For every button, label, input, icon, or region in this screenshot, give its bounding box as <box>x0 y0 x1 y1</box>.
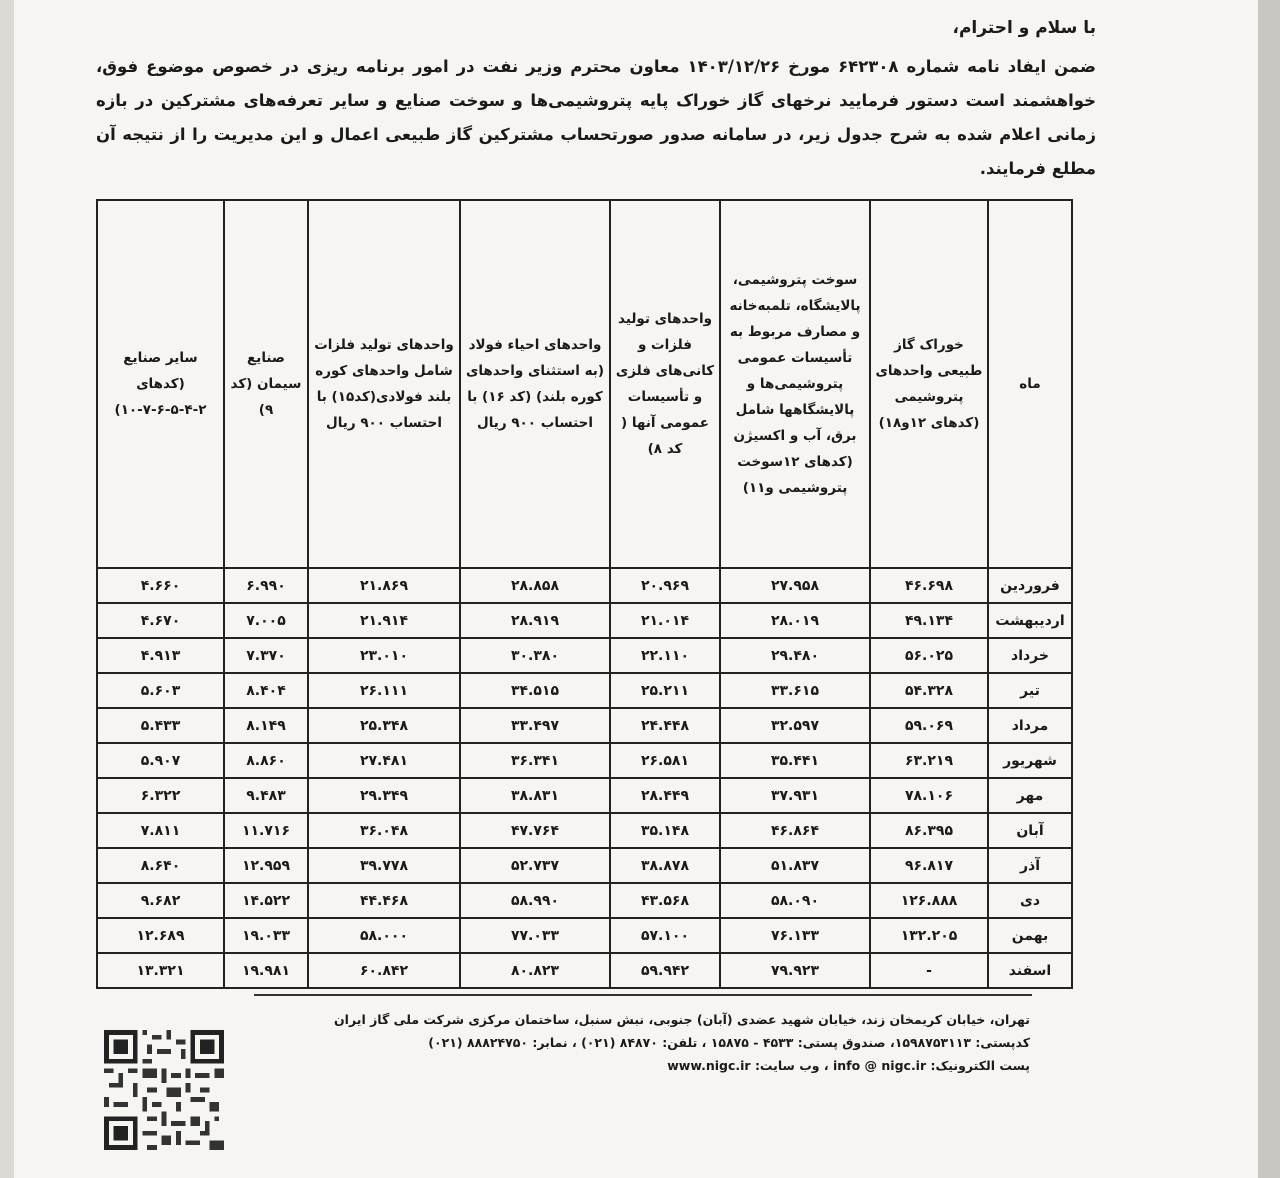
value-cell: ۳۵.۱۴۸ <box>610 813 720 848</box>
value-cell: ۲۳.۰۱۰ <box>308 638 460 673</box>
page-edge <box>1258 0 1280 1178</box>
table-row <box>97 673 1072 708</box>
footer-contact-line: پست الکترونیک: info @ nigc.ir ، وب سایت: www.nigc.ir <box>230 1054 1030 1077</box>
value-cell: ۴.۶۶۰ <box>97 568 224 603</box>
value-cell: ۵۸.۰۰۰ <box>308 918 460 953</box>
gas-tariff-table <box>96 199 1073 989</box>
value-cell: ۴۶.۶۹۸ <box>870 568 988 603</box>
month-cell: مهر <box>988 778 1072 813</box>
qr-code-icon <box>104 1030 224 1150</box>
value-cell: ۷۶.۱۳۳ <box>720 918 870 953</box>
header-petrochem-feed: خوراک گاز طبیعی واحدهای پتروشیمی (کدهای ۱۲و۱۸) <box>870 200 988 568</box>
value-cell: ۵۷.۱۰۰ <box>610 918 720 953</box>
value-cell: ۳۷.۹۳۱ <box>720 778 870 813</box>
value-cell: ۳۴.۵۱۵ <box>460 673 610 708</box>
header-petrochem-fuel: سوخت پتروشیمی، پالایشگاه، تلمبه‌خانه و مصارف مربوط به تأسیسات عمومی پتروشیمی‌ها و پالایشگاهها شامل برق، آب و اکسیژن (کدهای ۱۲سوخت پتروشیمی و۱۱) <box>720 200 870 568</box>
value-cell: ۴۴.۴۶۸ <box>308 883 460 918</box>
value-cell: ۱۲.۶۸۹ <box>97 918 224 953</box>
value-cell: ۱۳۲.۲۰۵ <box>870 918 988 953</box>
value-cell: ۴۳.۵۶۸ <box>610 883 720 918</box>
email-link[interactable]: info @ nigc.ir <box>832 1058 927 1073</box>
value-cell: ۱۳.۳۲۱ <box>97 953 224 988</box>
letter-paragraph: ضمن ایفاد نامه شماره ۶۴۲۳۰۸ مورخ ۱۴۰۳/۱۲/۲۶ معاون محترم وزیر نفت در امور برنامه ریزی در خصوص موضوع فوق، خواهشمند است دستور فرمایید نرخهای گاز خوراک پایه پتروشیمی‌ها و سوخت صنایع و سایر تعرفه‌های مشترکین در بازه زمانی اعلام شده به شرح جدول زیر، در سامانه صدور صورتحساب مشترکین گاز طبیعی اعمال و این مدیریت را از نتیجه آن مطلع فرمایند. <box>96 57 1096 178</box>
value-cell: ۲۶.۱۱۱ <box>308 673 460 708</box>
value-cell: ۸.۴۰۴ <box>224 673 308 708</box>
value-cell: ۱۱.۷۱۶ <box>224 813 308 848</box>
value-cell: ۲۹.۳۴۹ <box>308 778 460 813</box>
value-cell: ۵.۹۰۷ <box>97 743 224 778</box>
letterhead-footer <box>230 1008 1030 1077</box>
value-cell: ۳۵.۴۴۱ <box>720 743 870 778</box>
header-other-industries: سایر صنایع (کدهای ۲-۴-۵-۶-۷-۱۰) <box>97 200 224 568</box>
value-cell: ۲۷.۴۸۱ <box>308 743 460 778</box>
value-cell: ۷.۸۱۱ <box>97 813 224 848</box>
value-cell: ۸۰.۸۲۳ <box>460 953 610 988</box>
value-cell: ۲۸.۴۴۹ <box>610 778 720 813</box>
value-cell: ۲۱.۸۶۹ <box>308 568 460 603</box>
value-cell: ۲۵.۲۱۱ <box>610 673 720 708</box>
month-cell: خرداد <box>988 638 1072 673</box>
value-cell: ۵۱.۸۳۷ <box>720 848 870 883</box>
table-row <box>97 708 1072 743</box>
value-cell: ۴.۶۷۰ <box>97 603 224 638</box>
value-cell: ۶۰.۸۴۲ <box>308 953 460 988</box>
table-row <box>97 743 1072 778</box>
month-cell: مرداد <box>988 708 1072 743</box>
footer-address: تهران، خیابان کریمخان زند، خیابان شهید عضدی (آبان) جنوبی، نبش سنبل، ساختمان مرکزی شرکت ملی گاز ایران <box>334 1012 1030 1027</box>
value-cell: ۷۹.۹۲۳ <box>720 953 870 988</box>
greeting: با سلام و احترام، <box>952 18 1096 38</box>
value-cell: ۳۳.۴۹۷ <box>460 708 610 743</box>
value-cell: ۲۱.۰۱۴ <box>610 603 720 638</box>
value-cell: ۵۸.۰۹۰ <box>720 883 870 918</box>
value-cell: ۵۶.۰۲۵ <box>870 638 988 673</box>
table-row <box>97 778 1072 813</box>
value-cell: ۷.۳۷۰ <box>224 638 308 673</box>
value-cell: ۴۷.۷۶۴ <box>460 813 610 848</box>
value-cell: ۳۲.۵۹۷ <box>720 708 870 743</box>
value-cell: - <box>870 953 988 988</box>
value-cell: ۱۲.۹۵۹ <box>224 848 308 883</box>
header-metals-code8: واحدهای تولید فلزات و کانی‌های فلزی و تأسیسات عمومی آنها ( کد ۸) <box>610 200 720 568</box>
value-cell: ۲۵.۳۴۸ <box>308 708 460 743</box>
value-cell: ۱۴.۵۲۲ <box>224 883 308 918</box>
month-cell: اردیبهشت <box>988 603 1072 638</box>
value-cell: ۶۳.۲۱۹ <box>870 743 988 778</box>
value-cell: ۲۸.۰۱۹ <box>720 603 870 638</box>
value-cell: ۵۹.۹۴۲ <box>610 953 720 988</box>
header-month: ماه <box>988 200 1072 568</box>
value-cell: ۳۶.۰۴۸ <box>308 813 460 848</box>
value-cell: ۵۴.۳۲۸ <box>870 673 988 708</box>
email-label: پست الکترونیک: <box>930 1058 1030 1073</box>
value-cell: ۳۶.۳۴۱ <box>460 743 610 778</box>
value-cell: ۶.۹۹۰ <box>224 568 308 603</box>
value-cell: ۹.۴۸۳ <box>224 778 308 813</box>
value-cell: ۲۲.۱۱۰ <box>610 638 720 673</box>
value-cell: ۸.۸۶۰ <box>224 743 308 778</box>
value-cell: ۵۹.۰۶۹ <box>870 708 988 743</box>
header-steel-reduction-code16: واحدهای احیاء فولاد (به استثنای واحدهای کوره بلند) (کد ۱۶) با احتساب ۹۰۰ ریال <box>460 200 610 568</box>
month-cell: دی <box>988 883 1072 918</box>
table-row <box>97 813 1072 848</box>
table-header-row <box>97 200 1072 568</box>
month-cell: بهمن <box>988 918 1072 953</box>
footer-divider <box>254 994 1032 996</box>
month-cell: اسفند <box>988 953 1072 988</box>
website-link[interactable]: www.nigc.ir <box>667 1058 751 1073</box>
value-cell: ۵.۴۳۳ <box>97 708 224 743</box>
value-cell: ۹.۶۸۲ <box>97 883 224 918</box>
value-cell: ۳۸.۸۷۸ <box>610 848 720 883</box>
value-cell: ۴۶.۸۶۴ <box>720 813 870 848</box>
value-cell: ۷۷.۰۳۳ <box>460 918 610 953</box>
value-cell: ۸.۱۴۹ <box>224 708 308 743</box>
footer-postal-phone: کدپستی: ۱۵۹۸۷۵۳۱۱۳، صندوق پستی: ۴۵۳۳ - ۱۵۸۷۵ ، تلفن: ۸۴۸۷۰ (۰۲۱) ، نمابر: ۸۸۸۲۴۷۵۰ (۰۲۱) <box>428 1035 1030 1050</box>
value-cell: ۷.۰۰۵ <box>224 603 308 638</box>
value-cell: ۲۴.۴۴۸ <box>610 708 720 743</box>
value-cell: ۶.۳۲۲ <box>97 778 224 813</box>
value-cell: ۱۹.۰۳۳ <box>224 918 308 953</box>
value-cell: ۸۶.۳۹۵ <box>870 813 988 848</box>
value-cell: ۲۸.۸۵۸ <box>460 568 610 603</box>
table-row <box>97 568 1072 603</box>
value-cell: ۹۶.۸۱۷ <box>870 848 988 883</box>
value-cell: ۴۹.۱۳۴ <box>870 603 988 638</box>
month-cell: آذر <box>988 848 1072 883</box>
table-row <box>97 883 1072 918</box>
table-row <box>97 918 1072 953</box>
value-cell: ۲۰.۹۶۹ <box>610 568 720 603</box>
value-cell: ۱۹.۹۸۱ <box>224 953 308 988</box>
month-cell: فروردین <box>988 568 1072 603</box>
value-cell: ۲۷.۹۵۸ <box>720 568 870 603</box>
website-label: وب سایت: <box>754 1058 820 1073</box>
month-cell: شهریور <box>988 743 1072 778</box>
header-blast-furnace-code15: واحدهای تولید فلزات شامل واحدهای کوره بلند فولادی(کد۱۵) با احتساب ۹۰۰ ریال <box>308 200 460 568</box>
table-row <box>97 953 1072 988</box>
value-cell: ۳۳.۶۱۵ <box>720 673 870 708</box>
value-cell: ۲۸.۹۱۹ <box>460 603 610 638</box>
value-cell: ۲۶.۵۸۱ <box>610 743 720 778</box>
value-cell: ۲۹.۴۸۰ <box>720 638 870 673</box>
value-cell: ۷۸.۱۰۶ <box>870 778 988 813</box>
value-cell: ۵۸.۹۹۰ <box>460 883 610 918</box>
value-cell: ۳۸.۸۳۱ <box>460 778 610 813</box>
table-row <box>97 638 1072 673</box>
value-cell: ۵۲.۷۳۷ <box>460 848 610 883</box>
value-cell: ۳۹.۷۷۸ <box>308 848 460 883</box>
month-cell: تیر <box>988 673 1072 708</box>
table-row <box>97 848 1072 883</box>
header-cement-code9: صنایع سیمان (کد ۹) <box>224 200 308 568</box>
value-cell: ۱۲۶.۸۸۸ <box>870 883 988 918</box>
value-cell: ۵.۶۰۳ <box>97 673 224 708</box>
value-cell: ۸.۶۴۰ <box>97 848 224 883</box>
value-cell: ۳۰.۳۸۰ <box>460 638 610 673</box>
value-cell: ۲۱.۹۱۴ <box>308 603 460 638</box>
letter-body <box>96 18 1096 186</box>
month-cell: آبان <box>988 813 1072 848</box>
value-cell: ۴.۹۱۳ <box>97 638 224 673</box>
table-row <box>97 603 1072 638</box>
